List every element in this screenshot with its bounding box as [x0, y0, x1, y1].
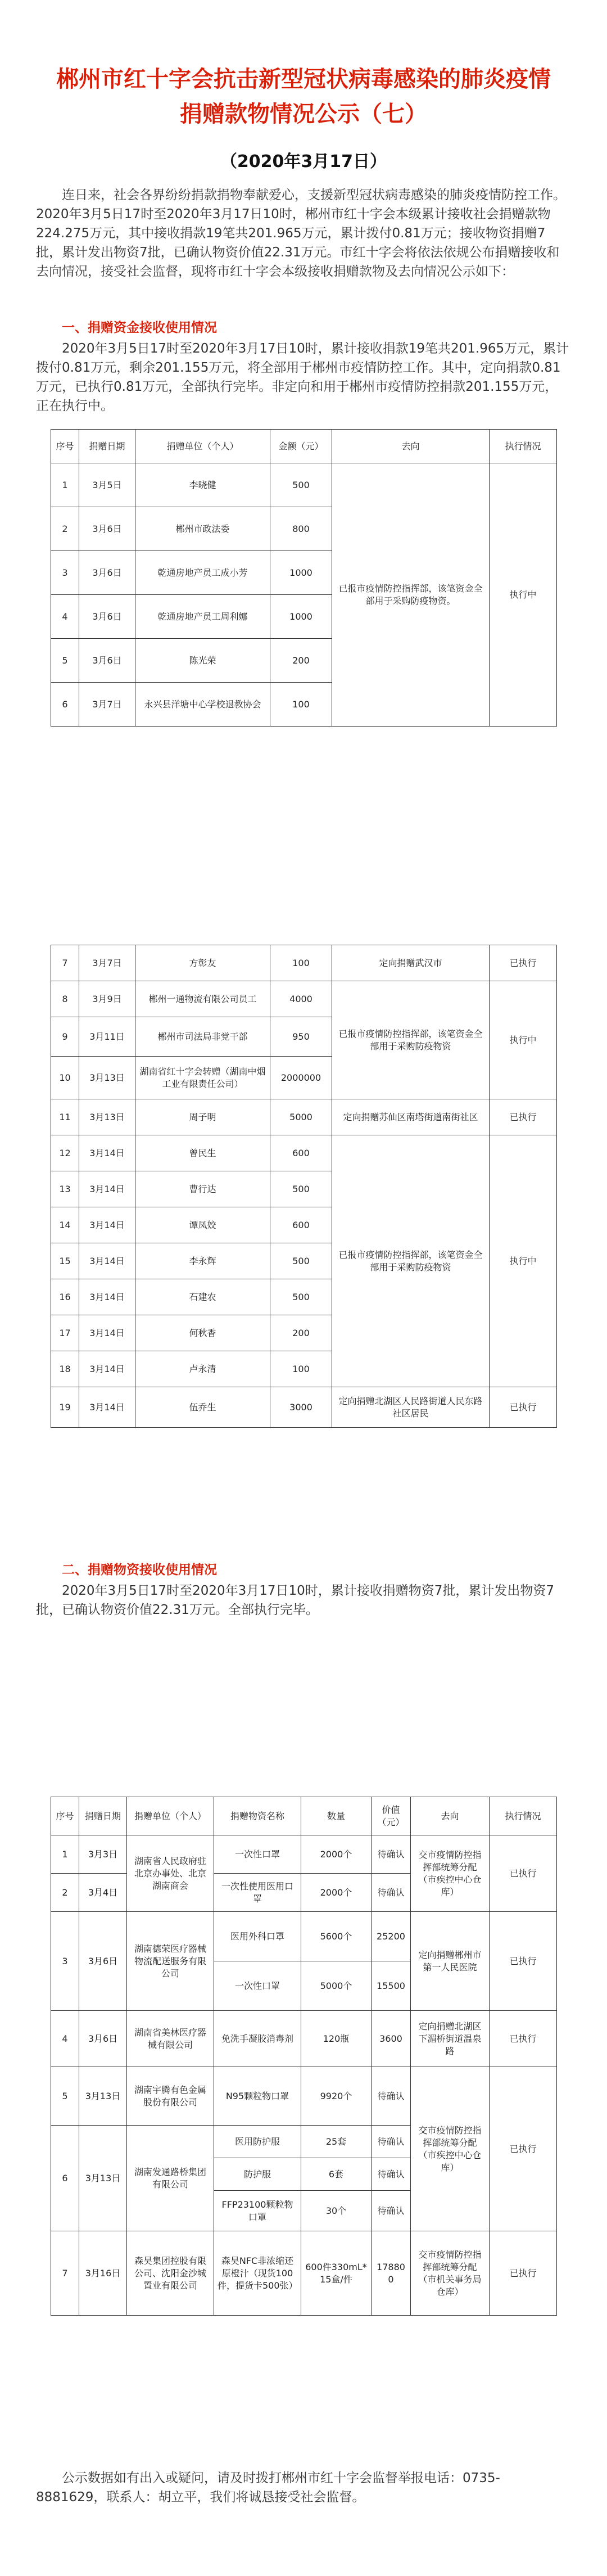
section1-text: 2020年3月5日17时至2020年3月17日10时，累计接收捐款19笔共201.965万元，累计拨付0.81万元，剩余201.155万元，将全部用于郴州市疫情防控工作。其中，定向捐款0.81万元，已执行0.81万元，全部执行完毕。非定向和用于郴州市疫情防控捐款201.155万元，正在执行中。 [36, 341, 569, 413]
document-title: 郴州市红十字会抗击新型冠状病毒感染的肺炎疫情捐赠款物情况公示（七） [56, 66, 551, 127]
cell-donor: 永兴县洋塘中心学校退教协会 [135, 683, 270, 727]
cell-amount: 600 [270, 1135, 332, 1171]
cell-date: 3月14日 [79, 1351, 135, 1387]
cell-index: 6 [51, 683, 79, 727]
header-cell: 执行情况 [490, 430, 557, 463]
cell-donor: 曹行达 [135, 1171, 270, 1207]
cell-item: 防护服 [214, 2158, 301, 2191]
cell-status: 执行中 [490, 463, 557, 727]
cell-value: 15500 [372, 1961, 411, 2011]
cell-index: 5 [51, 2067, 79, 2126]
table-header-row [51, 430, 557, 463]
cell-date: 3月13日 [79, 1099, 135, 1135]
cell-destination: 定向捐赠北湖区下湄桥街道温泉路 [411, 2011, 490, 2067]
cell-date: 3月6日 [79, 551, 135, 595]
cell-destination: 交市疫情防控指挥部统筹分配（市疾控中心仓库） [411, 1835, 490, 1912]
cell-donor: 石建农 [135, 1279, 270, 1315]
cell-quantity: 6套 [301, 2158, 372, 2191]
cell-destination: 交市疫情防控指挥部统筹分配（市机关事务局仓库） [411, 2231, 490, 2316]
cell-donor: 乾通房地产员工周利娜 [135, 595, 270, 639]
cell-status: 已执行 [490, 1835, 557, 1912]
header-cell: 价值（元） [372, 1797, 411, 1835]
cell-quantity: 600件330mL*15盒/件 [301, 2231, 372, 2316]
cell-value: 3600 [372, 2011, 411, 2067]
cell-status: 执行中 [490, 1135, 557, 1387]
table-row [51, 2067, 557, 2126]
cell-index: 2 [51, 507, 79, 551]
cell-index: 10 [51, 1057, 79, 1099]
cell-destination: 定向捐赠郴州市第一人民医院 [411, 1912, 490, 2011]
section2-text: 2020年3月5日17时至2020年3月17日10时，累计接收捐赠物资7批，累计发出物资7批，已确认物资价值22.31万元。全部执行完毕。 [36, 1584, 555, 1617]
cell-index: 15 [51, 1243, 79, 1279]
cell-amount: 1000 [270, 595, 332, 639]
cell-donor: 郴州市政法委 [135, 507, 270, 551]
table-row [51, 1099, 557, 1135]
cell-quantity: 5000个 [301, 1961, 372, 2011]
cell-amount: 500 [270, 1171, 332, 1207]
document-date: （2020年3月17日） [220, 152, 387, 172]
header-cell: 序号 [51, 1797, 79, 1835]
cell-amount: 200 [270, 1315, 332, 1351]
cell-quantity: 2000个 [301, 1835, 372, 1874]
cell-item: 一次性使用医用口罩 [214, 1874, 301, 1912]
cell-item: FFP23100颗粒物口罩 [214, 2191, 301, 2231]
intro-paragraph: 连日来，社会各界纷纷捐款捐物奉献爱心，支援新型冠状病毒感染的肺炎疫情防控工作。2020年3月5日17时至2020年3月17日10时，郴州市红十字会本级累计接收社会捐赠款物224.275万元，其中接收捐款19笔共201.965万元，累计拨付0.81万元；接收物资捐赠7批，累计发出物资7批，已确认物资价值22.31万元。市红十字会将依法依规公布捐赠接收和去向情况，接受社会监督，现将市红十字会本级接收捐赠款物及去向情况公示如下： [36, 188, 566, 279]
cell-index: 13 [51, 1171, 79, 1207]
footer-note: 公示数据如有出入或疑问，请及时拨打郴州市红十字会监督举报电话：0735-8881629，联系人：胡立平，我们将诚恳接受社会监督。 [36, 2471, 500, 2505]
cell-date: 3月14日 [79, 1243, 135, 1279]
cell-index: 17 [51, 1315, 79, 1351]
cell-donor: 伍乔生 [135, 1387, 270, 1428]
table-row [51, 945, 557, 981]
cell-date: 3月7日 [79, 945, 135, 981]
donation-goods-table [51, 1797, 557, 2316]
cell-index: 16 [51, 1279, 79, 1315]
table-row [51, 1912, 557, 1961]
table-row [51, 1387, 557, 1428]
table-row [51, 2011, 557, 2067]
cell-quantity: 30个 [301, 2191, 372, 2231]
cell-index: 7 [51, 945, 79, 981]
header-cell: 数量 [301, 1797, 372, 1835]
cell-donor: 森昊集团控股有限公司、沈阳金沙城置业有限公司 [127, 2231, 214, 2316]
header-cell: 金额（元） [270, 430, 332, 463]
header-cell: 捐赠日期 [79, 430, 135, 463]
cell-quantity: 9920个 [301, 2067, 372, 2126]
cell-donor: 湖南发通路桥集团有限公司 [127, 2126, 214, 2231]
cell-donor: 湖南省人民政府驻北京办事处、北京湖南商会 [127, 1835, 214, 1912]
cell-index: 5 [51, 639, 79, 683]
header-cell: 序号 [51, 430, 79, 463]
table-row [51, 1835, 557, 1874]
cell-date: 3月14日 [79, 1387, 135, 1428]
cell-date: 3月7日 [79, 683, 135, 727]
cell-value: 待确认 [372, 2126, 411, 2158]
cell-index: 18 [51, 1351, 79, 1387]
cell-amount: 5000 [270, 1099, 332, 1135]
cell-value: 25200 [372, 1912, 411, 1961]
cell-index: 12 [51, 1135, 79, 1171]
cell-amount: 800 [270, 507, 332, 551]
header-cell: 去向 [332, 430, 490, 463]
cell-donor: 方彰友 [135, 945, 270, 981]
cell-index: 3 [51, 551, 79, 595]
cell-index: 3 [51, 1912, 79, 2011]
cell-status: 已执行 [490, 1912, 557, 2011]
cell-index: 9 [51, 1017, 79, 1057]
cell-quantity: 2000个 [301, 1874, 372, 1912]
cell-donor: 湖南宇腾有色金属股份有限公司 [127, 2067, 214, 2126]
cell-date: 3月14日 [79, 1315, 135, 1351]
cell-status: 执行中 [490, 981, 557, 1099]
cell-status: 已执行 [490, 2011, 557, 2067]
table-header-row [51, 1797, 557, 1835]
cell-destination: 交市疫情防控指挥部统筹分配（市疾控中心仓库） [411, 2067, 490, 2231]
cell-date: 3月14日 [79, 1207, 135, 1243]
cell-index: 4 [51, 595, 79, 639]
cell-date: 3月6日 [79, 507, 135, 551]
header-cell: 捐赠单位（个人） [127, 1797, 214, 1835]
cell-donor: 湖南德荣医疗器械物流配送服务有限公司 [127, 1912, 214, 2011]
cell-amount: 100 [270, 683, 332, 727]
cell-donor: 郴州一通物流有限公司员工 [135, 981, 270, 1017]
cell-item: 一次性口罩 [214, 1835, 301, 1874]
cell-date: 3月13日 [79, 2067, 127, 2126]
cell-donor: 郴州市司法局非党干部 [135, 1017, 270, 1057]
cell-donor: 湖南省美林医疗器械有限公司 [127, 2011, 214, 2067]
cell-amount: 950 [270, 1017, 332, 1057]
cell-index: 1 [51, 463, 79, 507]
cell-donor: 乾通房地产员工成小芳 [135, 551, 270, 595]
cell-value: 待确认 [372, 1874, 411, 1912]
cell-donor: 周子明 [135, 1099, 270, 1135]
cell-index: 11 [51, 1099, 79, 1135]
cell-date: 3月16日 [79, 2231, 127, 2316]
section2-heading: 二、捐赠物资接收使用情况 [62, 1563, 217, 1577]
cell-amount: 100 [270, 1351, 332, 1387]
table-row [51, 463, 557, 507]
cell-quantity: 5600个 [301, 1912, 372, 1961]
cell-status: 已执行 [490, 1099, 557, 1135]
cell-amount: 200 [270, 639, 332, 683]
table-row [51, 981, 557, 1017]
cell-donor: 湖南省红十字会转赠（湖南中烟工业有限责任公司） [135, 1057, 270, 1099]
cell-destination: 已报市疫情防控指挥部，该笔资金全部用于采购防疫物资 [332, 981, 490, 1099]
cell-amount: 600 [270, 1207, 332, 1243]
cell-amount: 1000 [270, 551, 332, 595]
cell-index: 7 [51, 2231, 79, 2316]
cell-value: 待确认 [372, 2067, 411, 2126]
cell-date: 3月5日 [79, 463, 135, 507]
cell-amount: 4000 [270, 981, 332, 1017]
cell-index: 6 [51, 2126, 79, 2231]
cell-amount: 500 [270, 1243, 332, 1279]
cell-date: 3月14日 [79, 1171, 135, 1207]
cell-date: 3月9日 [79, 981, 135, 1017]
cell-donor: 李永辉 [135, 1243, 270, 1279]
cell-item: 一次性口罩 [214, 1961, 301, 2011]
header-cell: 捐赠日期 [79, 1797, 127, 1835]
cell-item: 医用外科口罩 [214, 1912, 301, 1961]
cell-amount: 500 [270, 1279, 332, 1315]
table-row [51, 2231, 557, 2316]
cell-status: 已执行 [490, 2067, 557, 2231]
cell-donor: 何秋香 [135, 1315, 270, 1351]
cell-value: 待确认 [372, 2158, 411, 2191]
cell-date: 3月11日 [79, 1017, 135, 1057]
cell-date: 3月14日 [79, 1135, 135, 1171]
cell-date: 3月14日 [79, 1279, 135, 1315]
cell-index: 14 [51, 1207, 79, 1243]
donation-money-table-part2 [51, 945, 557, 1428]
cell-donor: 曾民生 [135, 1135, 270, 1171]
cell-donor: 谭凤姣 [135, 1207, 270, 1243]
cell-index: 2 [51, 1874, 79, 1912]
cell-date: 3月3日 [79, 1835, 127, 1874]
cell-index: 8 [51, 981, 79, 1017]
donation-money-table-part1 [51, 429, 557, 727]
cell-donor: 卢永清 [135, 1351, 270, 1387]
cell-date: 3月6日 [79, 1912, 127, 2011]
cell-date: 3月6日 [79, 2011, 127, 2067]
table-row [51, 1135, 557, 1171]
cell-quantity: 25套 [301, 2126, 372, 2158]
cell-index: 4 [51, 2011, 79, 2067]
cell-date: 3月13日 [79, 1057, 135, 1099]
cell-date: 3月4日 [79, 1874, 127, 1912]
cell-value: 待确认 [372, 2191, 411, 2231]
cell-status: 已执行 [490, 945, 557, 981]
cell-status: 已执行 [490, 2231, 557, 2316]
cell-status: 已执行 [490, 1387, 557, 1428]
section1-heading: 一、捐赠资金接收使用情况 [62, 321, 217, 335]
cell-amount: 3000 [270, 1387, 332, 1428]
cell-amount: 100 [270, 945, 332, 981]
cell-index: 19 [51, 1387, 79, 1428]
cell-date: 3月6日 [79, 639, 135, 683]
cell-destination: 定向捐赠苏仙区南塔街道南街社区 [332, 1099, 490, 1135]
header-cell: 去向 [411, 1797, 490, 1835]
cell-item: 免洗手凝胶消毒剂 [214, 2011, 301, 2067]
cell-destination: 定向捐赠北湖区人民路街道人民东路社区居民 [332, 1387, 490, 1428]
header-cell: 捐赠单位（个人） [135, 430, 270, 463]
cell-destination: 已报市疫情防控指挥部，该笔资金全部用于采购防疫物资。 [332, 463, 490, 727]
cell-item: N95颗粒物口罩 [214, 2067, 301, 2126]
cell-amount: 2000000 [270, 1057, 332, 1099]
cell-date: 3月13日 [79, 2126, 127, 2231]
cell-destination: 已报市疫情防控指挥部，该笔资金全部用于采购防疫物资 [332, 1135, 490, 1387]
cell-amount: 500 [270, 463, 332, 507]
header-cell: 执行情况 [490, 1797, 557, 1835]
cell-value: 待确认 [372, 1835, 411, 1874]
cell-donor: 陈光荣 [135, 639, 270, 683]
cell-donor: 李晓健 [135, 463, 270, 507]
cell-item: 医用防护服 [214, 2126, 301, 2158]
cell-date: 3月6日 [79, 595, 135, 639]
cell-value: 178800 [372, 2231, 411, 2316]
cell-destination: 定向捐赠武汉市 [332, 945, 490, 981]
header-cell: 捐赠物资名称 [214, 1797, 301, 1835]
cell-index: 1 [51, 1835, 79, 1874]
cell-item: 森昊NFC非浓缩还原橙汁（现货100件，提货卡500张） [214, 2231, 301, 2316]
cell-quantity: 120瓶 [301, 2011, 372, 2067]
